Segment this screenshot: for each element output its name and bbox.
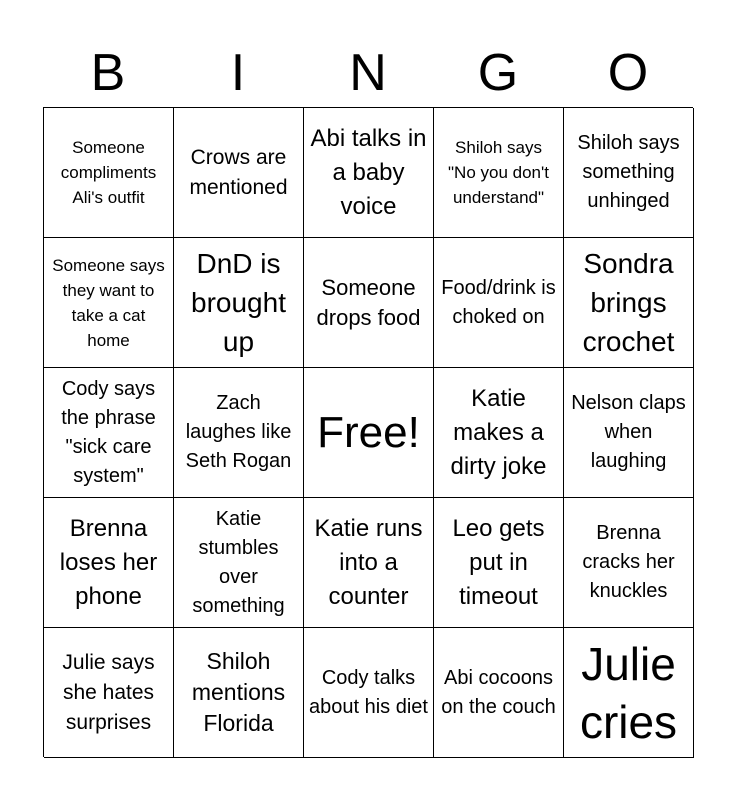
header-letter-g: G <box>477 44 519 102</box>
cell-text: Brenna cracks her knuckles <box>582 522 675 602</box>
bingo-header <box>43 38 693 108</box>
bingo-cell-r4c5[interactable] <box>564 498 694 628</box>
bingo-card <box>43 107 693 757</box>
bingo-cell-r2c1[interactable] <box>44 238 174 368</box>
cell-text: Brenna loses her phone <box>59 514 158 610</box>
cell-text: Food/drink is choked on <box>441 276 556 328</box>
cell-text: Cody talks about his diet <box>309 666 428 718</box>
cell-text: Abi cocoons on the couch <box>441 666 556 718</box>
cell-text: Katie stumbles over something <box>192 507 285 617</box>
bingo-cell-r5c3[interactable] <box>304 628 434 758</box>
bingo-cell-r2c3[interactable] <box>304 238 434 368</box>
cell-text: Sondra brings crochet <box>582 248 675 357</box>
bingo-cell-r4c2[interactable] <box>174 498 304 628</box>
free-space-text: Free! <box>317 407 420 457</box>
bingo-cell-r1c1[interactable] <box>44 108 174 238</box>
cell-text: Shiloh says "No you don't understand" <box>448 138 549 207</box>
bingo-cell-r5c2[interactable] <box>174 628 304 758</box>
cell-text: Crows are mentioned <box>189 145 288 199</box>
cell-text: Someone says they want to take a cat home <box>52 255 165 350</box>
cell-text: Abi talks in a baby voice <box>310 124 427 220</box>
header-letter-o: O <box>607 44 649 102</box>
cell-text: Zach laughes like Seth Rogan <box>185 392 292 472</box>
bingo-cell-r3c5[interactable] <box>564 368 694 498</box>
cell-text: Someone drops food <box>316 274 421 330</box>
bingo-cell-free[interactable] <box>304 368 434 498</box>
cell-text: Julie says she hates surprises <box>62 650 155 734</box>
cell-text: Katie makes a dirty joke <box>450 384 547 480</box>
bingo-cell-r2c2[interactable] <box>174 238 304 368</box>
cell-text: Shiloh mentions Florida <box>191 648 286 736</box>
bingo-cell-r2c4[interactable] <box>434 238 564 368</box>
header-letter-i: I <box>230 44 246 102</box>
bingo-cell-r4c1[interactable] <box>44 498 174 628</box>
header-letter-b: B <box>90 44 126 102</box>
bingo-cell-r5c5[interactable] <box>564 628 694 758</box>
cell-text: Someone compliments Ali's outfit <box>60 138 157 207</box>
cell-text: DnD is brought up <box>191 248 286 357</box>
bingo-cell-r1c5[interactable] <box>564 108 694 238</box>
bingo-cell-r3c2[interactable] <box>174 368 304 498</box>
bingo-cell-r4c3[interactable] <box>304 498 434 628</box>
bingo-cell-r5c4[interactable] <box>434 628 564 758</box>
cell-text: Julie cries <box>579 637 678 748</box>
cell-text: Nelson claps when laughing <box>571 392 686 472</box>
bingo-cell-r3c4[interactable] <box>434 368 564 498</box>
bingo-cell-r5c1[interactable] <box>44 628 174 758</box>
bingo-cell-r1c3[interactable] <box>304 108 434 238</box>
cell-text: Cody says the phrase "sick care system" <box>61 377 156 487</box>
bingo-cell-r3c1[interactable] <box>44 368 174 498</box>
bingo-cell-r1c4[interactable] <box>434 108 564 238</box>
bingo-cell-r1c2[interactable] <box>174 108 304 238</box>
header-letter-n: N <box>349 44 387 102</box>
cell-text: Shiloh says something unhinged <box>577 132 680 212</box>
cell-text: Leo gets put in timeout <box>452 514 545 610</box>
bingo-cell-r2c5[interactable] <box>564 238 694 368</box>
cell-text: Katie runs into a counter <box>314 514 423 610</box>
bingo-cell-r4c4[interactable] <box>434 498 564 628</box>
